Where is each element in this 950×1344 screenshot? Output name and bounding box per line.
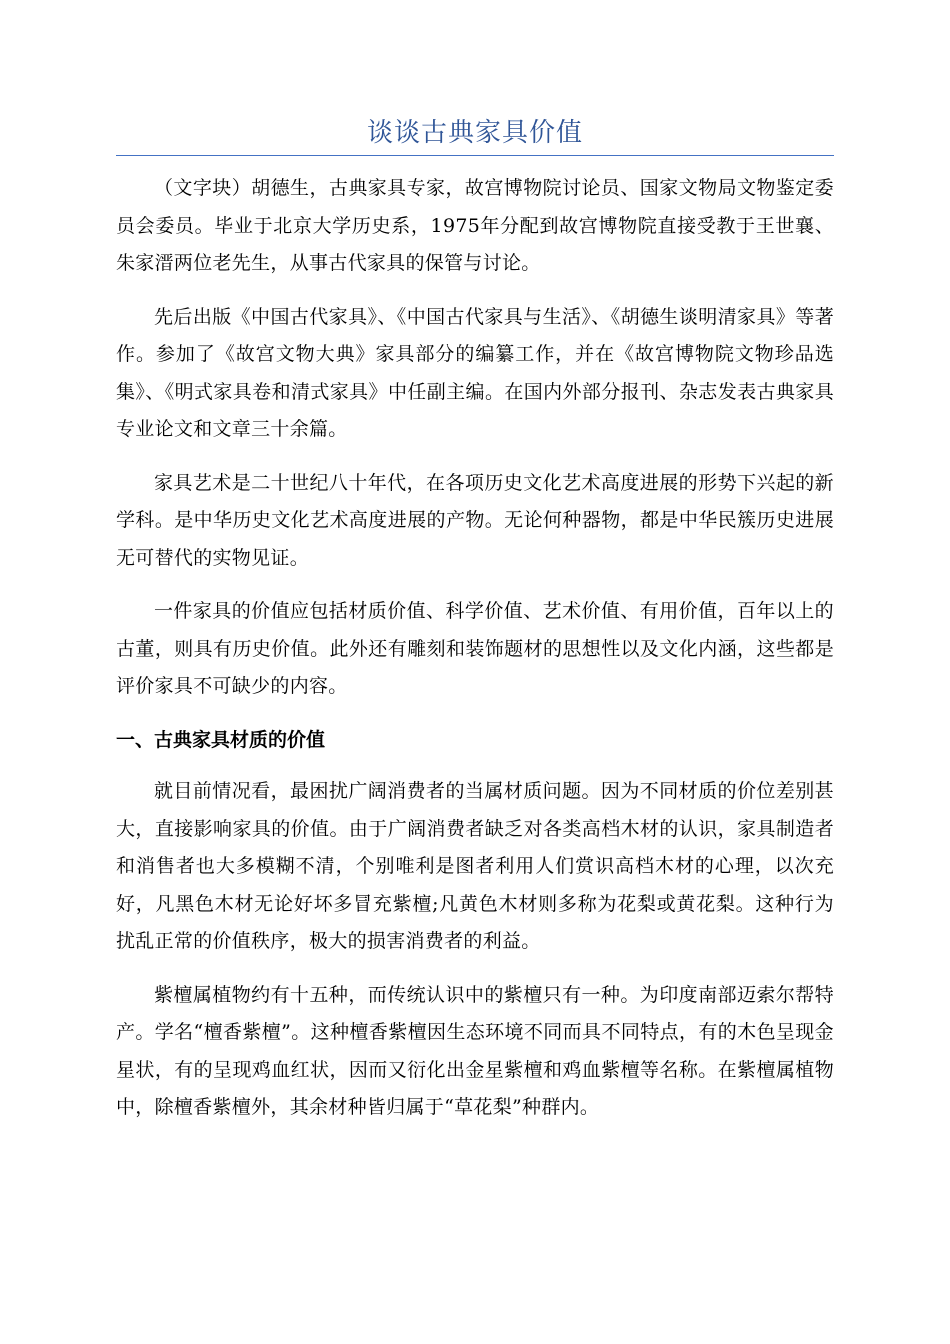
section-heading-material-value: 一、古典家具材质的价值 [116,728,326,751]
paragraph-author-bio: （文字块）胡德生，古典家具专家，故宫博物院讨论员、国家文物局文物鉴定委员会委员。毕业于北京大学历史系，1975年分配到故宫博物院直接受教于王世襄、朱家溍两位老先生，从事古代家具的保管与讨论。 [116,177,834,274]
paragraph-zitan-species: 紫檀属植物约有十五种，而传统认识中的紫檀只有一种。为印度南部迈索尔帮特产。学名“檀香紫檀”。这种檀香紫檀因生态环境不同而具不同特点，有的木色呈现金星状，有的呈现鸡血红状，因而又衍化出金星紫檀和鸡血紫檀等名称。在紫檀属植物中，除檀香紫檀外，其余材种皆归属于“草花梨”种群内。 [116,983,834,1118]
title-underline [116,155,834,156]
paragraph-publications: 先后出版《中国古代家具》、《中国古代家具与生活》、《胡德生谈明清家具》等著作。参加了《故宫文物大典》家具部分的编纂工作，并在《故宫博物院文物珍品选集》、《明式家具卷和清式家具》中任副主编。在国内外部分报刊、杂志发表古典家具专业论文和文章三十余篇。 [116,305,834,440]
paragraph-furniture-art: 家具艺术是二十世纪八十年代，在各项历史文化艺术高度进展的形势下兴起的新学科。是中华历史文化艺术高度进展的产物。无论何种器物，都是中华民簇历史进展无可替代的实物见证。 [116,471,834,569]
paragraph-material-issue: 就目前情况看，最困扰广阔消费者的当属材质问题。因为不同材质的价位差别甚大，直接影响家具的价值。由于广阔消费者缺乏对各类高档木材的认识，家具制造者和消售者也大多模糊不清，个别唯利是图者利用人们赏识高档木材的心理，以次充好，凡黑色木材无论好坏多冒充紫檀;凡黄色木材则多称为花梨或黄花梨。这种行为扰乱正常的价值秩序，极大的损害消费者的利益。 [116,780,834,952]
document-body [116,170,834,1143]
page-title: 谈谈古典家具价值 [366,118,583,148]
paragraph-furniture-value: 一件家具的价值应包括材质价值、科学价值、艺术价值、有用价值，百年以上的古董，则具有历史价值。此外还有雕刻和装饰题材的思想性以及文化内涵，这些都是评价家具不可缺少的内容。 [116,600,834,697]
